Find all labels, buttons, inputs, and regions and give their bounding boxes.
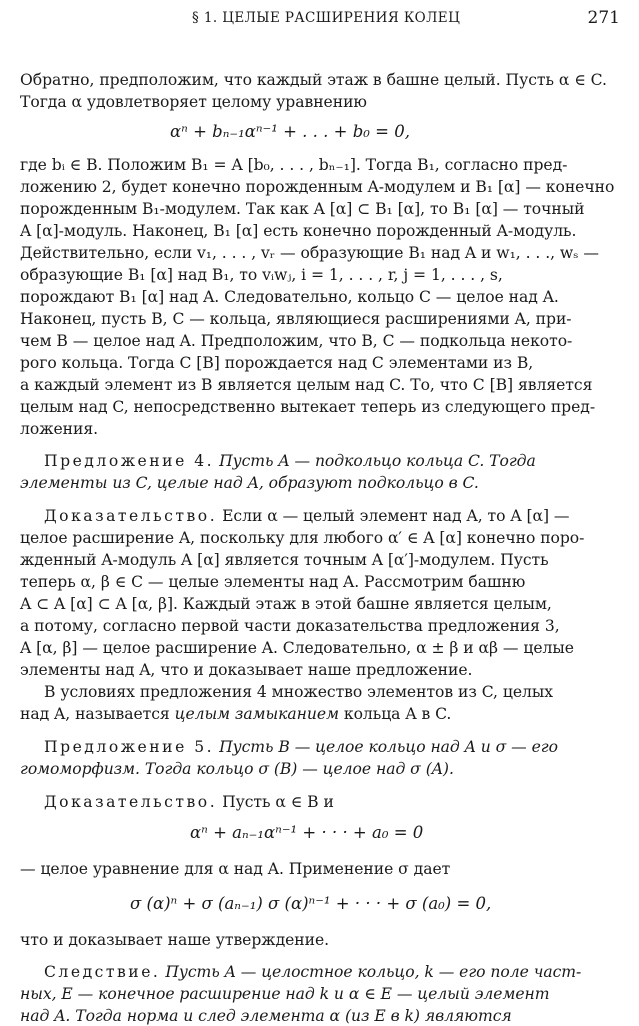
proposition-heading-line xyxy=(44,737,558,757)
text-line: ложения. xyxy=(20,420,99,438)
proposition-line: элементы из C, целые над A, образуют подкольцо в C. xyxy=(20,474,479,492)
proof-text: Если α — целый элемент над A, то A [α] — xyxy=(222,507,570,525)
proof-heading-line xyxy=(44,506,569,526)
proposition-label: Предложение 5. xyxy=(44,738,215,756)
proof-text: Пусть α ∈ B и xyxy=(222,793,334,811)
text-line: порожденным B₁-модулем. Так как A [α] ⊂ B₁ [α], то B₁ [α] — точный xyxy=(20,200,585,218)
text-line: Действительно, если v₁, . . . , vᵣ — образующие B₁ над A и w₁, . . ., wₛ — xyxy=(20,244,599,262)
running-header xyxy=(20,8,620,32)
text-fragment: кольца A в C. xyxy=(343,705,452,723)
text-line: рого кольца. Тогда C [B] порождается над C элементами из B, xyxy=(20,354,534,372)
text-line: — целое уравнение для α над A. Применение σ дает xyxy=(20,860,451,878)
text-line: чем B — целое над A. Предположим, что B, C — подкольца некото- xyxy=(20,332,573,350)
corollary-statement: Пусть A — целостное кольцо, k — его поле част- xyxy=(165,963,582,981)
corollary-line: ных, E — конечное расширение над k и α ∈ E — целый элемент xyxy=(20,985,550,1003)
text-line: а потому, согласно первой части доказательства предложения 3, xyxy=(20,617,560,635)
text-line: ложению 2, будет конечно порожденным A-модулем и B₁ [α] — конечно xyxy=(20,178,615,196)
text-line: теперь α, β ∈ C — целые элементы над A. Рассмотрим башню xyxy=(20,573,526,591)
text-line: A ⊂ A [α] ⊂ A [α, β]. Каждый этаж в этой башне является целым, xyxy=(20,595,552,613)
text-line: что и доказывает наше утверждение. xyxy=(20,931,330,949)
text-line: порождают B₁ [α] над A. Следовательно, кольцо C — целое над A. xyxy=(20,288,559,306)
text-fragment: над A, называется xyxy=(20,705,170,723)
corollary-heading-line xyxy=(44,962,581,982)
proof-heading-line xyxy=(44,792,334,812)
text-line: образующие B₁ [α] над B₁, то vᵢwⱼ, i = 1, . . . , r, j = 1, . . . , s, xyxy=(20,266,503,284)
defined-term: целым замыканием xyxy=(174,705,339,723)
proposition-heading-line xyxy=(44,451,536,471)
text-line: A [α, β] — целое расширение A. Следовательно, α ± β и αβ — целые xyxy=(20,639,574,657)
proof-label: Доказательство. xyxy=(44,507,218,525)
text-line: Обратно, предположим, что каждый этаж в башне целый. Пусть α ∈ C. xyxy=(20,71,607,89)
text-line: элементы над A, что и доказывает наше предложение. xyxy=(20,661,473,679)
text-line: а каждый элемент из B является целым над C. То, что C [B] является xyxy=(20,376,593,394)
text-line: целое расширение A, поскольку для любого α′ ∈ A [α] конечно поро- xyxy=(20,529,585,547)
proposition-statement: Пусть B — целое кольцо над A и σ — его xyxy=(219,738,558,756)
display-formula: αⁿ + bₙ₋₁αⁿ⁻¹ + . . . + b₀ = 0, xyxy=(170,122,410,141)
text-line: Наконец, пусть B, C — кольца, являющиеся расширениями A, при- xyxy=(20,310,572,328)
text-line: где bᵢ ∈ B. Положим B₁ = A [b₀, . . . , bₙ₋₁]. Тогда B₁, согласно пред- xyxy=(20,156,568,174)
proposition-line: гомоморфизм. Тогда кольцо σ (B) — целое над σ (A). xyxy=(20,760,454,778)
page-number: 271 xyxy=(587,8,620,28)
text-line: жденный A-модуль A [α] является точным A [α′]-модулем. Пусть xyxy=(20,551,549,569)
display-formula: αⁿ + aₙ₋₁αⁿ⁻¹ + · · · + a₀ = 0 xyxy=(190,823,424,842)
display-formula: σ (α)ⁿ + σ (aₙ₋₁) σ (α)ⁿ⁻¹ + · · · + σ (a₀) = 0, xyxy=(130,894,492,913)
corollary-line: над A. Тогда норма и след элемента α (из E в k) являются xyxy=(20,1007,512,1025)
text-line: Тогда α удовлетворяет целому уравнению xyxy=(20,93,367,111)
text-line: целым над C, непосредственно вытекает теперь из следующего пред- xyxy=(20,398,596,416)
proof-label: Доказательство. xyxy=(44,793,218,811)
text-line: В условиях предложения 4 множество элементов из C, целых xyxy=(44,683,553,701)
proposition-label: Предложение 4. xyxy=(44,452,215,470)
definition-line xyxy=(20,704,451,724)
proposition-statement: Пусть A — подкольцо кольца C. Тогда xyxy=(219,452,536,470)
section-title: § 1. ЦЕЛЫЕ РАСШИРЕНИЯ КОЛЕЦ xyxy=(192,10,461,26)
corollary-label: Следствие. xyxy=(44,963,161,981)
text-line: A [α]-модуль. Наконец, B₁ [α] есть конечно порожденный A-модуль. xyxy=(20,222,577,240)
